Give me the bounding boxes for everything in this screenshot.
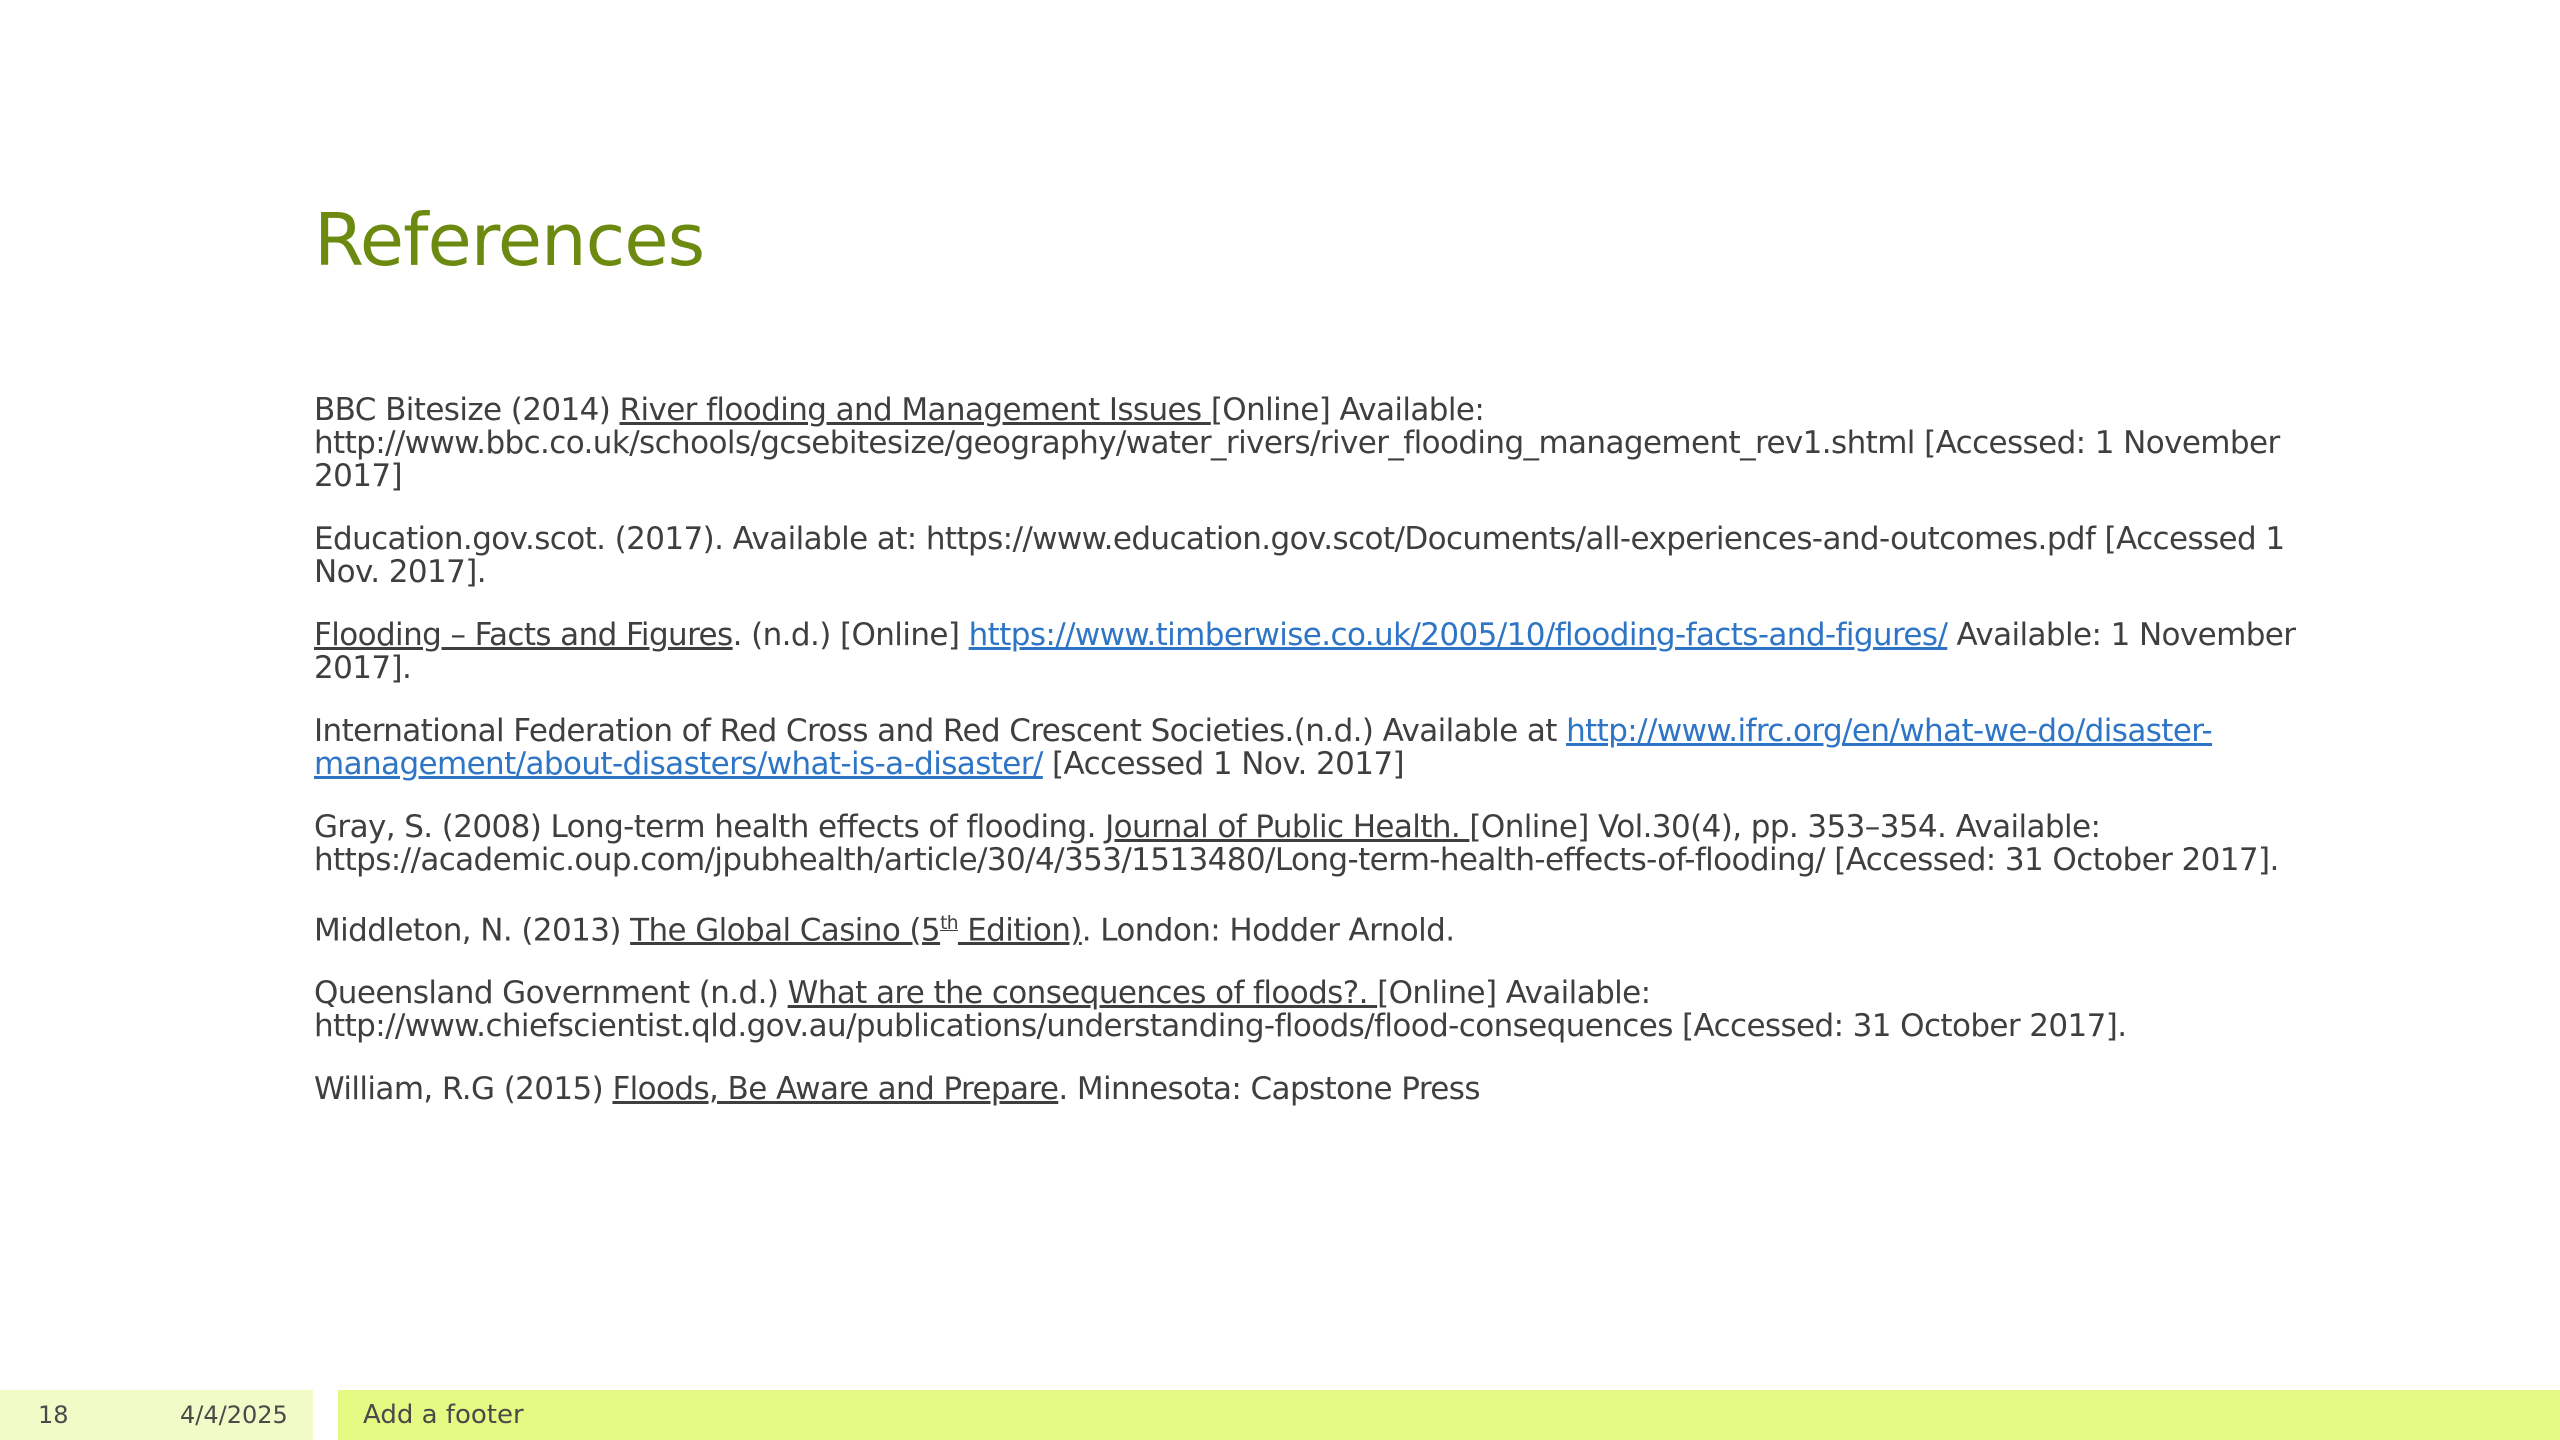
reference-item bbox=[314, 977, 2314, 1043]
footer-right-panel bbox=[338, 1390, 2560, 1440]
reference-text: [Online] Available: http://www.chiefscientist.qld.gov.au/publications/understanding-floods/flood-consequences [Accessed: 31 October 2017]. bbox=[314, 975, 2127, 1045]
reference-item bbox=[314, 811, 2314, 877]
slide-number: 18 bbox=[38, 1401, 69, 1429]
references-list bbox=[314, 394, 2314, 1136]
reference-text: [Accessed 1 Nov. 2017] bbox=[1042, 746, 1405, 782]
reference-item bbox=[314, 619, 2314, 685]
reference-link[interactable]: https://www.timberwise.co.uk/2005/10/flooding-facts-and-figures/ bbox=[968, 617, 1948, 653]
reference-text: Queensland Government (n.d.) bbox=[314, 975, 788, 1012]
reference-text: William, R.G (2015) bbox=[314, 1071, 613, 1108]
slide-date: 4/4/2025 bbox=[180, 1401, 288, 1429]
reference-text: . Minnesota: Capstone Press bbox=[1058, 1071, 1480, 1108]
reference-link[interactable]: http://www.ifrc.org/en/what-we-do/disaster-management/about-disasters/what-is-a-disaster/ bbox=[314, 713, 2213, 782]
slide-title: References bbox=[314, 198, 705, 282]
reference-item bbox=[314, 907, 2314, 947]
footer-divider bbox=[313, 1390, 338, 1440]
reference-item bbox=[314, 715, 2314, 781]
reference-text: Education.gov.scot. (2017). Available at: https://www.education.gov.scot/Documents/all-experiences-and-outcomes.pdf [Accessed 1 Nov. 2017]. bbox=[314, 521, 2285, 590]
reference-text: Middleton, N. (2013) bbox=[314, 912, 631, 949]
reference-item bbox=[314, 523, 2314, 589]
reference-text: BBC Bitesize (2014) bbox=[314, 392, 620, 428]
reference-superscript: th bbox=[940, 913, 958, 934]
reference-text: Available: 1 November 2017]. bbox=[314, 617, 2296, 686]
reference-text: [Online] Vol.30(4), pp. 353–354. Available: https://academic.oup.com/jpubhealth/article/30/4/353/1513480/Long-term-health-effects-of-flooding/ [Accessed: 31 October 2017]. bbox=[314, 809, 2279, 878]
reference-underlined-title: River flooding and Management Issues bbox=[619, 392, 1211, 428]
reference-text: International Federation of Red Cross and Red Crescent Societies.(n.d.) Available at bbox=[314, 713, 1567, 749]
reference-underlined-title: Journal of Public Health. bbox=[1105, 809, 1470, 845]
footer-bar bbox=[0, 1390, 2560, 1440]
reference-text: . London: Hodder Arnold. bbox=[1081, 912, 1455, 949]
reference-underlined-title: Edition) bbox=[957, 912, 1082, 949]
reference-item bbox=[314, 1073, 2314, 1106]
reference-text: Gray, S. (2008) Long-term health effects of flooding. bbox=[314, 809, 1106, 845]
reference-item bbox=[314, 394, 2314, 493]
reference-underlined-title: The Global Casino (5 bbox=[630, 912, 941, 949]
reference-underlined-title: Floods, Be Aware and Prepare bbox=[612, 1071, 1059, 1108]
reference-underlined-title: Flooding – Facts and Figures bbox=[314, 617, 733, 653]
footer-text[interactable]: Add a footer bbox=[363, 1400, 524, 1430]
reference-text: . (n.d.) [Online] bbox=[732, 617, 969, 653]
reference-underlined-title: What are the consequences of floods?. bbox=[787, 975, 1378, 1012]
reference-text: [Online] Available: http://www.bbc.co.uk/schools/gcsebitesize/geography/water_rivers/river_flooding_management_rev1.shtml [Accessed: 1 November 2017] bbox=[314, 392, 2280, 494]
